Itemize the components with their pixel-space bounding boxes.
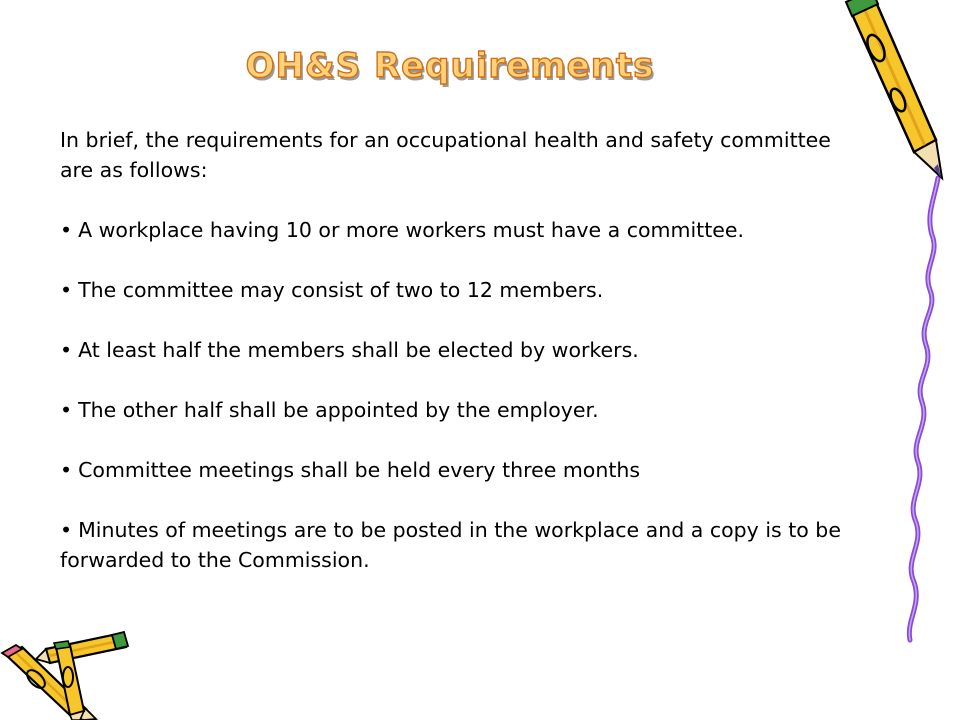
- bullet-text: Minutes of meetings are to be posted in the workplace and a copy is to be forwarded to the Commission.: [60, 518, 841, 572]
- bullet-text: Committee meetings shall be held every three months: [78, 458, 641, 482]
- bullet-mark: •: [60, 278, 73, 302]
- bullet-item: [60, 515, 870, 575]
- bullet-item: [60, 215, 870, 245]
- bullet-item: [60, 455, 870, 485]
- bullet-item: [60, 275, 870, 305]
- pencil-scribble-icon: [830, 0, 960, 650]
- bullet-text: The committee may consist of two to 12 members.: [78, 278, 604, 302]
- slide-title: OH&S Requirements: [245, 46, 655, 86]
- bullet-text: The other half shall be appointed by the employer.: [78, 398, 599, 422]
- bullet-mark: •: [60, 458, 73, 482]
- bullet-item: [60, 335, 870, 365]
- bullet-mark: •: [60, 518, 73, 542]
- bullet-mark: •: [60, 218, 73, 242]
- bullet-mark: •: [60, 398, 73, 422]
- bullet-text: At least half the members shall be elected by workers.: [78, 338, 639, 362]
- slide-body: [60, 125, 870, 575]
- intro-paragraph: In brief, the requirements for an occupational health and safety committee are as follows:: [60, 128, 831, 182]
- bullet-mark: •: [60, 338, 73, 362]
- bullet-item: [60, 395, 870, 425]
- bullet-text: A workplace having 10 or more workers must have a committee.: [78, 218, 744, 242]
- crossed-pencils-icon: [0, 625, 135, 720]
